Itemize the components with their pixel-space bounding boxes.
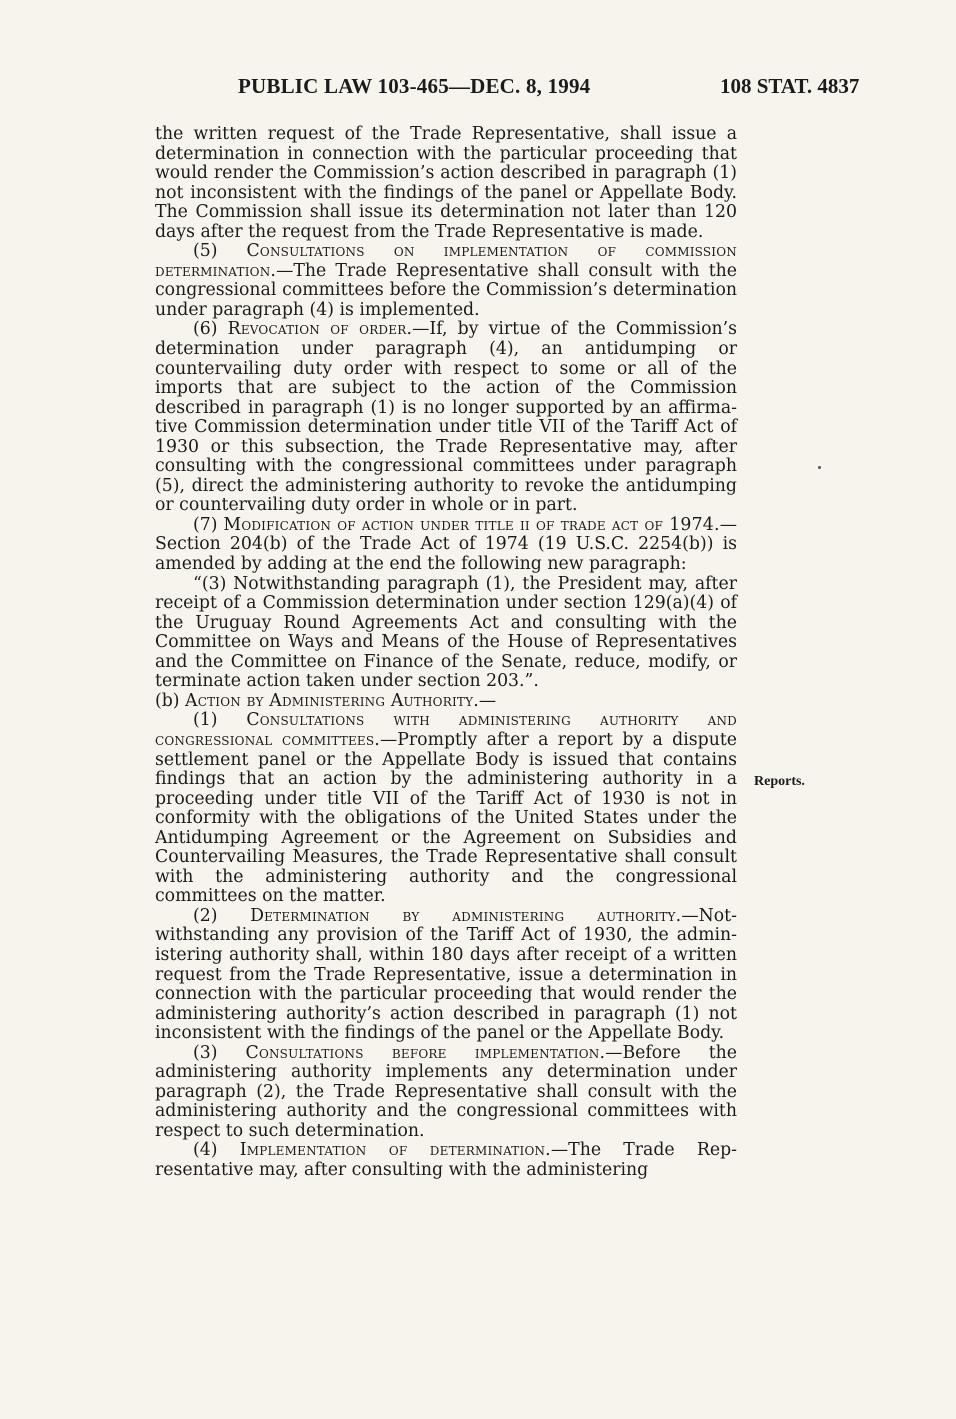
paragraph-b3-consultations (155, 1044, 737, 1142)
paragraph-heading: Modification of action under title ii of trade act of 1974. (223, 514, 720, 535)
subsection-b-heading (155, 692, 737, 712)
paragraph-heading: Consultations before implementation. (245, 1042, 606, 1063)
paragraph-5-consultations (155, 242, 737, 320)
paragraph-text: —Promptly after a report by a dispute settlement panel or the Appellate Body is issued that contains findings that an action by the administering authority in a proceeding under title VII of the Tariff Act of 1930 is not in conformity with the obligations of the United States under the Antidumping Agreement or the Agreement on Subsidies and Countervailing Measures, the Trade Representative shall consult with the administering authority and the congressional committees on the matter. (155, 729, 737, 907)
paragraph-text: —If, by virtue of the Commission’s determination under paragraph (4), an antidumping or countervailing duty order with respect to some or all of the imports that are subject to the action of the Commission described in paragraph (1) is no longer supported by an affirmative Commission determination under title VII of the Tariff Act of 1930 or this subsection, the Trade Representative may, after consulting with the congressional committees under paragraph (5), direct the administering authority to revoke the antidumping or countervailing duty order in whole or in part. (155, 319, 737, 516)
paragraph-text: —The Trade Representative shall consult with the congressional committees before the Commission’s determination under paragraph (4) is implemented. (155, 260, 737, 320)
paragraph-heading: Consultations on implementation of commission determination. (155, 241, 737, 281)
paragraph-continuation: the written request of the Trade Representative, shall issue a determination in connection with the particular proceeding that would render the Commission’s action described in paragraph (1) not inconsistent with the findings of the panel or Appellate Body. The Commission shall issue its determination not later than 120 days after the request from the Trade Representative is made. (155, 124, 737, 242)
quoted-new-paragraph: “(3) Notwithstanding paragraph (1), the President may, after receipt of a Commission determination under section 129(a)(4) of the Uruguay Round Agreements Act and consulting with the Committee on Ways and Means of the House of Representatives and the Committee on Finance of the Senate, reduce, modify, or terminate action taken under section 203.”. (155, 573, 737, 692)
paragraph-number: (7) (193, 514, 224, 535)
paragraph-number: (1) (193, 710, 247, 731)
paragraph-b1-consultations (155, 711, 737, 906)
paragraph-number: (b) (155, 690, 186, 711)
paragraph-b4-implementation (155, 1141, 737, 1180)
paragraph-number: (6) (193, 319, 228, 340)
law-text-body (155, 125, 737, 1181)
paragraph-number: (2) (193, 905, 251, 926)
paragraph-number: (4) (193, 1140, 240, 1161)
paragraph-7-modification (155, 516, 737, 575)
paragraph-number: (5) (193, 241, 247, 262)
statute-page-number: 108 STAT. 4837 (720, 74, 860, 98)
paragraph-heading: Action by Administering Authority. (185, 690, 479, 711)
running-head-title: PUBLIC LAW 103-465—DEC. 8, 1994 (238, 74, 591, 98)
paragraph-text: —Section 204(b) of the Trade Act of 1974 (19 U.S.C. 2254(b)) is amended by adding at the end the following new paragraph: (155, 514, 737, 575)
page-header (0, 74, 956, 108)
paragraph-heading: Revocation of order. (227, 319, 413, 340)
paragraph-heading: Implementation of determination. (239, 1140, 551, 1161)
print-speck (818, 466, 821, 469)
paragraph-text: — (478, 690, 497, 711)
paragraph-b2-determination (155, 907, 737, 1044)
paragraph-6-revocation (155, 320, 737, 515)
paragraph-heading: Consultations with administering authority and congressional committees. (155, 710, 737, 750)
paragraph-text: —Before the administering authority implements any determination under paragraph (2), the Trade Representative shall consult with the administering authority and the congressional committees with respect to such determination. (155, 1042, 737, 1141)
paragraph-heading: Determination by administering authority. (250, 905, 682, 926)
margin-note-reports: Reports. (754, 774, 805, 789)
paragraph-text: —Notwithstanding any provision of the Tariff Act of 1930, the administering authority shall, within 180 days after receipt of a written request from the Trade Representative, issue a determination in connection with the particular proceeding that would render the administering authority’s action described in paragraph (1) not inconsistent with the findings of the panel or the Appellate Body. (155, 905, 737, 1044)
paragraph-text: —The Trade Representative may, after consulting with the administering (155, 1140, 737, 1180)
paragraph-number: (3) (193, 1042, 246, 1063)
